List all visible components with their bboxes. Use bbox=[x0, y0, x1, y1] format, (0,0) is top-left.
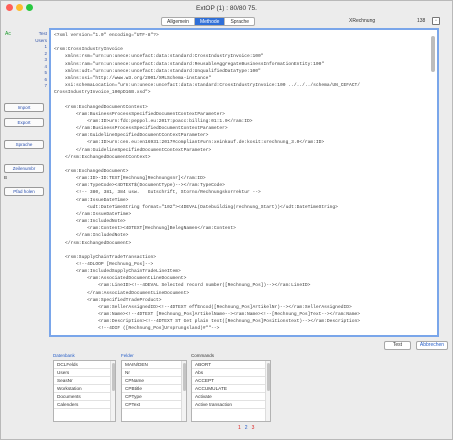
list-item[interactable]: Active transaction bbox=[192, 401, 270, 409]
tab-methode[interactable]: Methode bbox=[195, 18, 225, 25]
code-line[interactable]: xmlns:rsm="urn:un:unece:uncefact:data:standard:CrossIndustryInvoice:100" bbox=[54, 54, 264, 60]
export-button[interactable]: Export bbox=[4, 118, 44, 127]
commands-list[interactable] bbox=[191, 360, 271, 422]
code-line[interactable]: <udt:DateTimeString format="102"><4DEVAL(Datebuilding(rechnung_Start))</udt:DateTimeString> bbox=[54, 204, 338, 210]
fields-scrollbar[interactable] bbox=[181, 361, 186, 421]
mini-list-item[interactable]: 5 bbox=[44, 70, 47, 75]
title-bar bbox=[1, 1, 452, 15]
left-mini-list bbox=[21, 31, 47, 90]
database-scrollbar[interactable] bbox=[110, 361, 115, 421]
code-line[interactable]: <ram:Name><!--4DTEXT [Rechnung_Pos]ArtikelName--><ram:Name><!--[Rechnung_Pos]Text--></ram:Name> bbox=[54, 312, 360, 318]
list-item[interactable]: Users bbox=[54, 369, 115, 377]
page-link[interactable]: 2 bbox=[244, 425, 248, 431]
code-line[interactable]: <!--4DLOOP [Rechnung_Pos]--> bbox=[54, 262, 154, 267]
fields-scroll-thumb[interactable] bbox=[183, 363, 186, 391]
list-item[interactable]: SeasNr bbox=[54, 377, 115, 385]
pager bbox=[238, 425, 254, 431]
code-line[interactable]: </ram:IssueDateTime> bbox=[54, 211, 132, 217]
code-line[interactable] bbox=[54, 39, 430, 46]
code-line[interactable]: <ram:AssociatedDocumentLineDocument> bbox=[54, 276, 187, 282]
mini-list-item[interactable]: 6 bbox=[44, 76, 47, 82]
left-status-label: Ac bbox=[5, 31, 11, 37]
xml-editor[interactable] bbox=[49, 28, 439, 337]
code-line[interactable] bbox=[54, 96, 430, 103]
commands-header: Commands bbox=[191, 353, 215, 358]
window-controls bbox=[6, 4, 33, 11]
code-line[interactable]: <ram:IncludedNote> bbox=[54, 219, 126, 225]
database-list[interactable] bbox=[53, 360, 116, 422]
code-line[interactable]: <ram:GuidelineSpecifiedDocumentContextParameter> bbox=[54, 133, 209, 139]
square-icon[interactable]: ▫ bbox=[432, 17, 440, 25]
list-item[interactable]: CPType bbox=[122, 393, 186, 401]
code-line[interactable]: <ram:ID>urn:cen.eu:en16931:2017#compliant#urn:xeinkauf.de:kosit:xrechnung_3.0</ram:ID> bbox=[54, 140, 325, 146]
code-line[interactable]: </rsm:ExchangedDocumentContext> bbox=[54, 154, 151, 160]
tab-sprache[interactable]: Sprache bbox=[230, 19, 250, 25]
list-item[interactable]: CPBtitle bbox=[122, 385, 186, 393]
code-line[interactable]: <!-- 380, 381, 384 usw. Gutschrift, Storno/Rechnungskorrektur --> bbox=[54, 190, 261, 196]
list-item[interactable]: Workstation bbox=[54, 385, 115, 393]
database-panel bbox=[53, 352, 116, 424]
code-line[interactable]: <rsm:ExchangedDocument> bbox=[54, 168, 129, 174]
close-window-button[interactable] bbox=[6, 4, 13, 11]
format-label: XRechnung bbox=[349, 18, 376, 24]
wrap-button[interactable]: Zeilenumbr bbox=[4, 164, 44, 173]
code-line[interactable]: <ram:BusinessProcessSpecifiedDocumentContextParameter> bbox=[54, 111, 225, 117]
code-line[interactable]: <rsm:SupplyChainTradeTransaction> bbox=[54, 254, 156, 260]
code-line[interactable]: <ram:TypeCode><4DTEXT$(DocumentType)--></ram:TypeCode> bbox=[54, 183, 225, 189]
list-item[interactable]: CPName bbox=[122, 377, 186, 385]
mini-list-item[interactable]: 7 bbox=[44, 83, 47, 88]
list-item[interactable]: ACCEPT bbox=[192, 377, 270, 385]
xml-code-area[interactable] bbox=[54, 32, 430, 333]
counter-value: 138 bbox=[417, 18, 426, 24]
get-path-button[interactable]: Pfad holen bbox=[4, 187, 44, 196]
tab-allgemein[interactable]: Allgemein bbox=[162, 18, 195, 25]
list-item[interactable]: MAIN/DEN bbox=[122, 361, 186, 369]
code-line[interactable]: xmlns:udt="urn:un:unece:uncefact:data:standard:UnqualifiedDataType:100" bbox=[54, 68, 261, 74]
code-line[interactable]: </ram:AssociatedDocumentLineDocument> bbox=[54, 290, 190, 296]
minimize-window-button[interactable] bbox=[16, 4, 23, 11]
code-line[interactable]: <!--4DIF ([Rechnung_Pos]Ursprungsland)#""--> bbox=[54, 326, 220, 332]
list-item[interactable]: Calenders bbox=[54, 401, 115, 409]
mini-list-item[interactable]: Users bbox=[35, 37, 47, 43]
tab-bar bbox=[161, 17, 255, 26]
page-link[interactable]: 1 bbox=[238, 425, 241, 431]
code-line[interactable]: </ram:BusinessProcessSpecifiedDocumentContextParameter> bbox=[54, 126, 228, 132]
code-line[interactable]: </ram:GuidelineSpecifiedDocumentContextParameter> bbox=[54, 147, 212, 153]
page-link[interactable]: 3 bbox=[251, 425, 255, 431]
database-scroll-thumb[interactable] bbox=[112, 363, 115, 391]
fields-list[interactable] bbox=[121, 360, 187, 422]
zoom-window-button[interactable] bbox=[26, 4, 33, 11]
code-line[interactable]: <ram:IncludedSupplyChainTradeLineItem> bbox=[54, 269, 181, 275]
test-button[interactable]: Test bbox=[384, 341, 411, 350]
list-item[interactable]: CPText bbox=[122, 401, 186, 409]
window-title: ExtOP (1) : 80/80 75. bbox=[196, 4, 257, 12]
code-line[interactable]: </rsm:ExchangedDocument> bbox=[54, 240, 132, 246]
mini-list-item[interactable]: Test bbox=[38, 31, 47, 36]
list-item[interactable]: Nr bbox=[122, 369, 186, 377]
code-line[interactable]: <ram:LineID><!--4DEVAL Selected record number([Rechnung_Pos])--></ram:LineID> bbox=[54, 283, 311, 289]
code-line[interactable]: CrossIndustryInvoice_100pD16B.xsd"> bbox=[54, 90, 151, 96]
commands-scroll-thumb[interactable] bbox=[267, 363, 270, 391]
code-line[interactable] bbox=[54, 161, 430, 168]
code-line[interactable]: </ram:IncludedNote> bbox=[54, 233, 129, 239]
code-line[interactable]: xmlns:ram="urn:un:unece:uncefact:data:standard:ReusableAggregateBusinessInformationEntity:100" bbox=[54, 61, 325, 67]
code-line[interactable]: <ram:SellerAssignedID><!--4DTEXT effEncod([Rechnung_Pos]ArtikelNr)--></ram:SellerAssignedID> bbox=[54, 304, 352, 310]
editor-scrollbar[interactable] bbox=[430, 32, 436, 333]
commands-panel bbox=[191, 352, 271, 424]
left-caption: B bbox=[4, 175, 8, 180]
code-line[interactable] bbox=[54, 247, 430, 254]
code-line[interactable]: <ram:Content><4DTEXT[Rechnung]BelegNamen</ram:Content> bbox=[54, 226, 236, 232]
language-button[interactable]: Sprache bbox=[4, 140, 44, 149]
editor-scroll-thumb[interactable] bbox=[431, 36, 435, 72]
code-line[interactable]: <rsm:CrossIndustryInvoice bbox=[54, 47, 123, 53]
code-line[interactable]: <ram:ID>-ID:TEXT[Rechnung]Rechnungsnr]</ram:ID> bbox=[54, 176, 206, 182]
code-line[interactable]: <rsm:ExchangedDocumentContext> bbox=[54, 104, 148, 110]
code-line[interactable]: <ram:ID>urn:fdc:peppol.eu:2017:poacc:billing:01:1.0</ram:ID> bbox=[54, 118, 253, 124]
code-line[interactable]: <ram:Description><!--4DTEXT ST Get plain text([Rechnung_Pos]Positionstext)--></ram:Description> bbox=[54, 319, 360, 325]
code-line[interactable]: xsi:schemaLocation="urn:un:unece:uncefact:data:standard:CrossIndustryInvoice:100 ../../../schema/UN_CEFACT/ bbox=[54, 83, 360, 89]
list-item[interactable]: ACCUMULATE bbox=[192, 385, 270, 393]
code-line[interactable]: <ram:SpecifiedTradeProduct> bbox=[54, 297, 162, 303]
database-header: Datenbank bbox=[53, 353, 75, 358]
mini-list-item[interactable]: 4 bbox=[44, 63, 47, 69]
mini-list-item[interactable]: 2 bbox=[44, 50, 47, 56]
import-button[interactable]: Import bbox=[4, 103, 44, 112]
code-line[interactable]: <ram:IssueDateTime> bbox=[54, 197, 129, 203]
fields-panel bbox=[121, 352, 187, 424]
list-item[interactable]: DCLFelds bbox=[54, 361, 115, 369]
list-item[interactable]: Documents bbox=[54, 393, 115, 401]
mini-list-item[interactable]: 1 bbox=[44, 44, 47, 49]
mini-list-item[interactable]: 3 bbox=[44, 57, 47, 62]
list-item[interactable]: Activate bbox=[192, 393, 270, 401]
code-line[interactable]: <?xml version="1.0" encoding="UTF-8"?> bbox=[54, 33, 159, 38]
cancel-button[interactable]: Abbrechen bbox=[416, 341, 448, 350]
list-item[interactable]: Abs bbox=[192, 369, 270, 377]
fields-header: Felder bbox=[121, 353, 134, 358]
list-item[interactable]: ABORT bbox=[192, 361, 270, 369]
code-line[interactable]: xmlns:xsi="http://www.w3.org/2001/XMLSchema-instance" bbox=[54, 75, 212, 81]
commands-scrollbar[interactable] bbox=[265, 361, 270, 421]
